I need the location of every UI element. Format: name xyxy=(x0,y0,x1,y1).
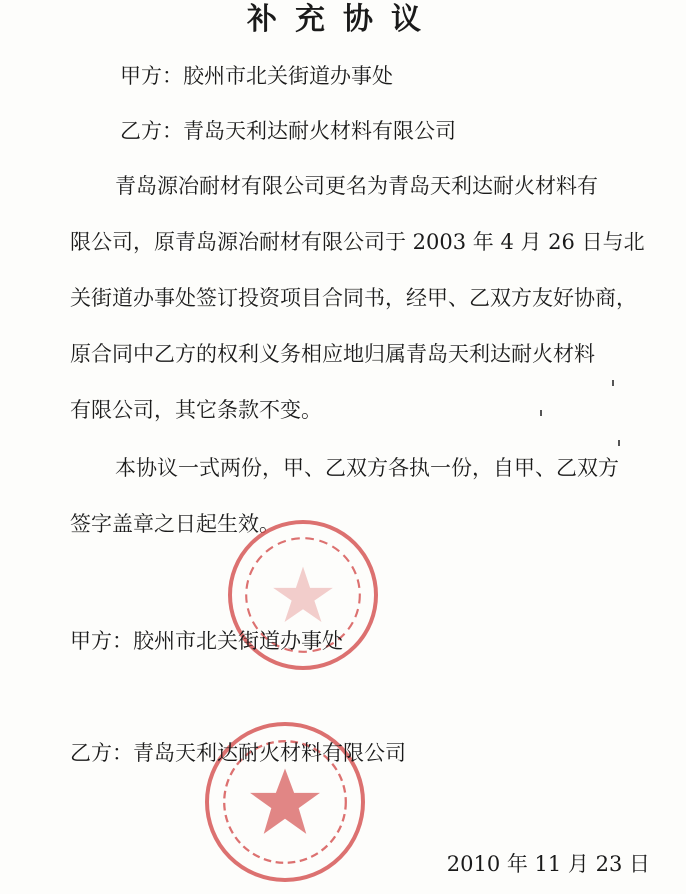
scan-speck xyxy=(618,440,620,446)
signing-date: 2010 年 11 月 23 日 xyxy=(446,852,650,876)
header-party-a: 甲方：胶州市北关街道办事处 xyxy=(120,64,393,88)
paragraph-2-line-1: 本协议一式两份，甲、乙双方各执一份，自甲、乙双方 xyxy=(115,456,619,480)
paragraph-1-line-1: 青岛源冶耐材有限公司更名为青岛天利达耐火材料有 xyxy=(115,174,598,198)
signature-party-b: 乙方：青岛天利达耐火材料有限公司 xyxy=(70,741,406,765)
paragraph-1-line-2: 限公司，原青岛源冶耐材有限公司于 2003 年 4 月 26 日与北 xyxy=(70,230,645,254)
scan-speck xyxy=(540,410,542,416)
document-title: 补充协议 xyxy=(247,2,439,37)
header-party-b: 乙方：青岛天利达耐火材料有限公司 xyxy=(120,119,456,143)
paragraph-1-line-5: 有限公司，其它条款不变。 xyxy=(70,398,322,422)
scan-speck xyxy=(612,380,614,386)
signature-party-a: 甲方：胶州市北关街道办事处 xyxy=(70,629,343,653)
paragraph-1-line-3: 关街道办事处签订投资项目合同书，经甲、乙双方友好协商， xyxy=(70,286,637,310)
paragraph-2-line-2: 签字盖章之日起生效。 xyxy=(70,512,280,536)
paragraph-1-line-4: 原合同中乙方的权利义务相应地归属青岛天利达耐火材料 xyxy=(70,342,595,366)
